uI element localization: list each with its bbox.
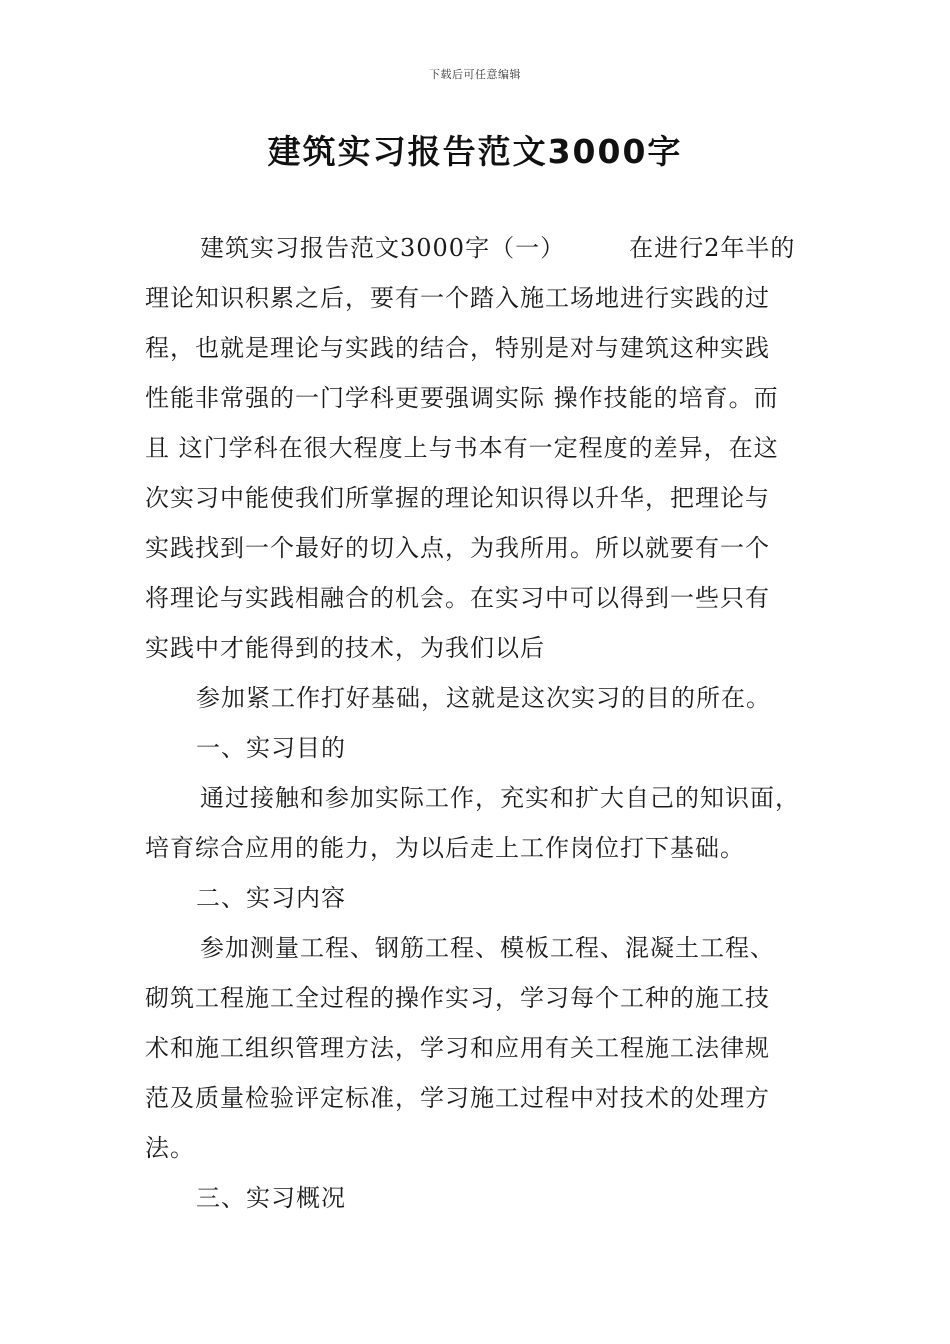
intro-line: 次实习中能使我们所掌握的理论知识得以升华，把理论与	[145, 484, 770, 512]
section-content-line: 术和施工组织管理方法，学习和应用有关工程施工法律规	[145, 1034, 770, 1062]
section-heading-purpose: 一、实习目的	[196, 734, 346, 762]
section-content-line: 砌筑工程施工全过程的操作实习，学习每个工种的施工技	[145, 984, 770, 1012]
intro-first-line-tail: 在进行2年半的	[629, 234, 796, 262]
section-content-line: 范及质量检验评定标准，学习施工过程中对技术的处理方	[145, 1084, 770, 1112]
section-content-line: 法。	[145, 1134, 195, 1162]
paragraph-2: 参加紧工作打好基础，这就是这次实习的目的所在。	[196, 684, 771, 712]
header-note: 下载后可任意编辑	[429, 68, 521, 81]
intro-line: 且 这门学科在很大程度上与书本有一定程度的差异，在这	[145, 434, 779, 462]
intro-line: 实践找到一个最好的切入点，为我所用。所以就要有一个	[145, 534, 770, 562]
intro-line: 理论知识积累之后，要有一个踏入施工场地进行实践的过	[145, 284, 770, 312]
section-purpose-line: 通过接触和参加实际工作，充实和扩大自己的知识面，	[200, 784, 800, 812]
section-content-line: 参加测量工程、钢筋工程、模板工程、混凝土工程、	[200, 934, 775, 962]
intro-first-line	[200, 233, 795, 263]
intro-line: 性能非常强的一门学科更要强调实际 操作技能的培育。而	[145, 384, 779, 412]
intro-part-label: 建筑实习报告范文3000字（一）	[200, 234, 566, 262]
document-title: 建筑实习报告范文3000字	[267, 132, 683, 171]
intro-line: 程，也就是理论与实践的结合，特别是对与建筑这种实践	[145, 334, 770, 362]
intro-line: 将理论与实践相融合的机会。在实习中可以得到一些只有	[145, 584, 770, 612]
section-heading-overview: 三、实习概况	[196, 1184, 346, 1212]
section-purpose-line: 培育综合应用的能力，为以后走上工作岗位打下基础。	[145, 834, 745, 862]
section-heading-content: 二、实习内容	[196, 884, 346, 912]
intro-line: 实践中才能得到的技术，为我们以后	[145, 634, 545, 662]
